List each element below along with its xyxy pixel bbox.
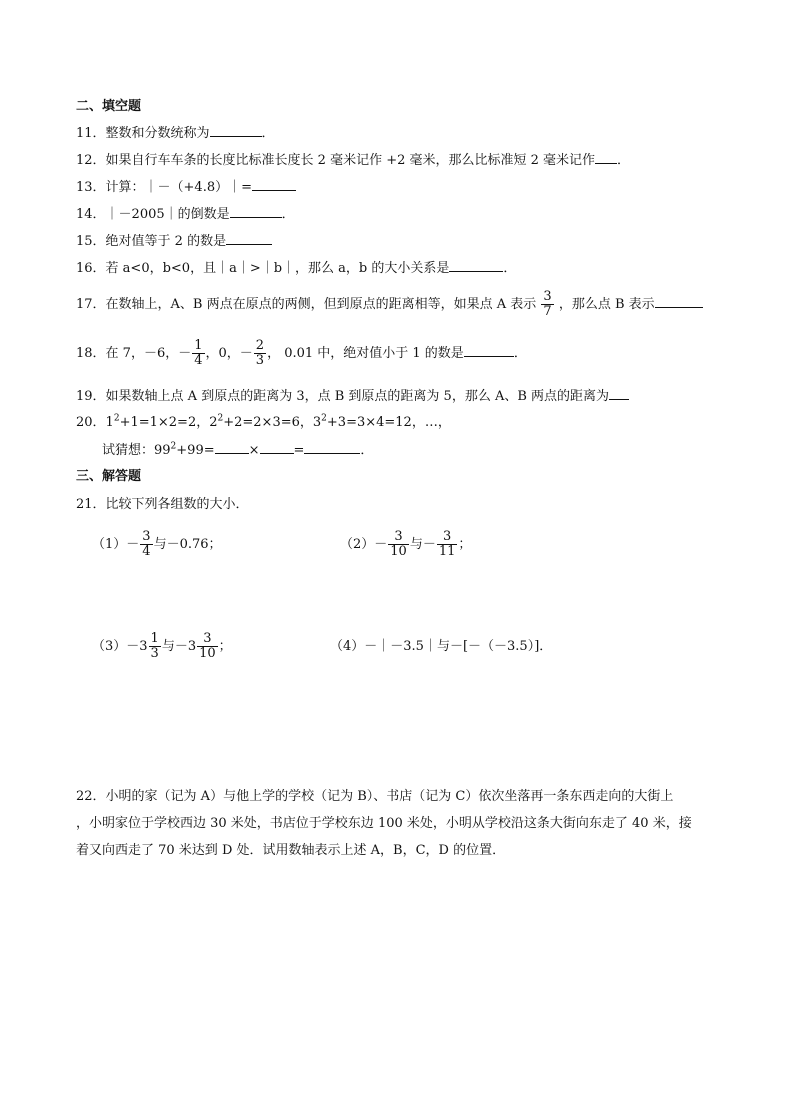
q20-part: +3=3×4=12，…，: [326, 415, 451, 430]
question-20-line1: [76, 414, 451, 432]
exponent: 2: [321, 413, 327, 424]
answer-blank: [655, 295, 703, 308]
q20-part: 20．1: [76, 415, 114, 430]
part-label: （1）－: [92, 537, 140, 552]
part-text: 与－0.76；: [153, 537, 222, 552]
q20-guess-label: 试猜想：99: [102, 443, 171, 458]
question-15-text: 15．绝对值等于 2 的数是: [76, 234, 227, 249]
question-18: [76, 339, 527, 368]
fraction-3-10: $\frac{3}{10}$: [390, 529, 407, 559]
section-fill-blank-title: 二、填空题: [76, 99, 142, 114]
question-17-tail: ，那么点 B 表示: [558, 297, 655, 312]
q20-part: +99=: [176, 443, 215, 458]
exponent: 2: [170, 441, 177, 452]
part-text: ；: [218, 639, 232, 654]
question-21: 21．比较下列各组数的大小．: [76, 497, 249, 512]
question-17: [76, 290, 703, 319]
answer-blank: [609, 387, 629, 400]
question-16-period: ．: [503, 261, 517, 276]
exponent: 2: [217, 413, 224, 424]
answer-blank: [260, 441, 294, 454]
question-13-text: 13．计算：｜－（+4.8）｜=: [76, 180, 253, 195]
fraction-2-3: $\frac{2}{3}$: [255, 338, 265, 368]
part-label: （2）－: [340, 537, 388, 552]
answer-blank: [449, 259, 503, 272]
question-19-text: 19．如果数轴上点 A 到原点的距离为 3，点 B 到原点的距离为 5，那么 A、B 两点的距离为: [76, 389, 610, 404]
answer-blank: [595, 151, 617, 164]
question-12-text: 12．如果自行车车条的长度比标准长度长 2 毫米记作 +2 毫米，那么比标准短 2 毫米记作: [76, 153, 596, 168]
question-21-part-4: （4）－｜－3.5｜与－[－（－3.5）]．: [330, 639, 553, 654]
question-11-period: ．: [261, 126, 275, 141]
answer-blank: [252, 178, 296, 191]
question-16-text: 16．若 a<0，b<0，且｜a｜>｜b｜，那么 a，b 的大小关系是: [76, 261, 450, 276]
answer-blank: [230, 205, 282, 218]
fraction-1-3: $\frac{1}{3}$: [150, 631, 159, 661]
question-20-line2: [102, 441, 373, 460]
answer-blank: [210, 124, 262, 137]
section-answer-title: 三、解答题: [76, 469, 142, 484]
question-19: [76, 387, 629, 406]
fraction-3-10: $\frac{3}{10}$: [199, 631, 216, 661]
question-21-part-2: [340, 530, 471, 559]
question-14-period: ．: [281, 207, 295, 222]
times-sign: ×: [248, 443, 260, 458]
question-18-tail: ， 0.01 中，绝对值小于 1 的数是: [267, 346, 464, 361]
fraction-3-4: $\frac{3}{4}$: [142, 529, 151, 559]
exponent: 2: [113, 413, 120, 424]
question-14: [76, 205, 295, 224]
question-22-line3: 着又向西走了 70 米达到 D 处．试用数轴表示上述 A，B，C，D 的位置．: [76, 843, 506, 858]
part-text: 与－3: [161, 639, 197, 654]
question-12: [76, 151, 630, 170]
fraction-1-4: $\frac{1}{4}$: [194, 338, 203, 368]
fraction-3-7: $\frac{3}{7}$: [543, 289, 552, 319]
question-18-text: 18．在 7，－6，－: [76, 346, 192, 361]
question-17-text: 17．在数轴上，A、B 两点在原点的两侧，但到原点的距离相等，如果点 A 表示: [76, 297, 537, 312]
question-18-mid: ，0，－: [205, 346, 253, 361]
question-11: [76, 124, 275, 143]
question-14-text: 14．｜－2005｜的倒数是: [76, 207, 230, 222]
question-22-line2: ，小明家位于学校西边 30 米处，书店位于学校东边 100 米处，小明从学校沿这条大街向东走了 40 米，接: [76, 816, 692, 831]
q20-part: +2=2×3=6，3: [223, 415, 322, 430]
question-12-period: ．: [617, 153, 631, 168]
question-21-part-1: [92, 530, 222, 559]
answer-blank: [464, 344, 514, 357]
answer-blank: [304, 441, 360, 454]
part-text: ；: [458, 537, 472, 552]
question-11-text: 11．整数和分数统称为: [76, 126, 210, 141]
answer-blank: [226, 232, 272, 245]
question-22-line1: 22．小明的家（记为 A）与他上学的学校（记为 B）、书店（记为 C）依次坐落再一条东西走向的大街上: [76, 789, 674, 804]
question-20-period: ．: [360, 443, 374, 458]
question-18-period: ．: [513, 346, 527, 361]
answer-blank: [215, 441, 249, 454]
equals-sign: =: [293, 443, 305, 458]
question-16: [76, 259, 516, 278]
part-label: （3）－3: [92, 639, 148, 654]
q20-part: +1=1×2=2，2: [119, 415, 218, 430]
question-15: [76, 232, 272, 251]
part-text: 与－: [409, 537, 436, 552]
question-21-part-3: [92, 632, 232, 661]
fraction-3-11: $\frac{3}{11}$: [438, 529, 456, 559]
question-13: [76, 178, 296, 197]
